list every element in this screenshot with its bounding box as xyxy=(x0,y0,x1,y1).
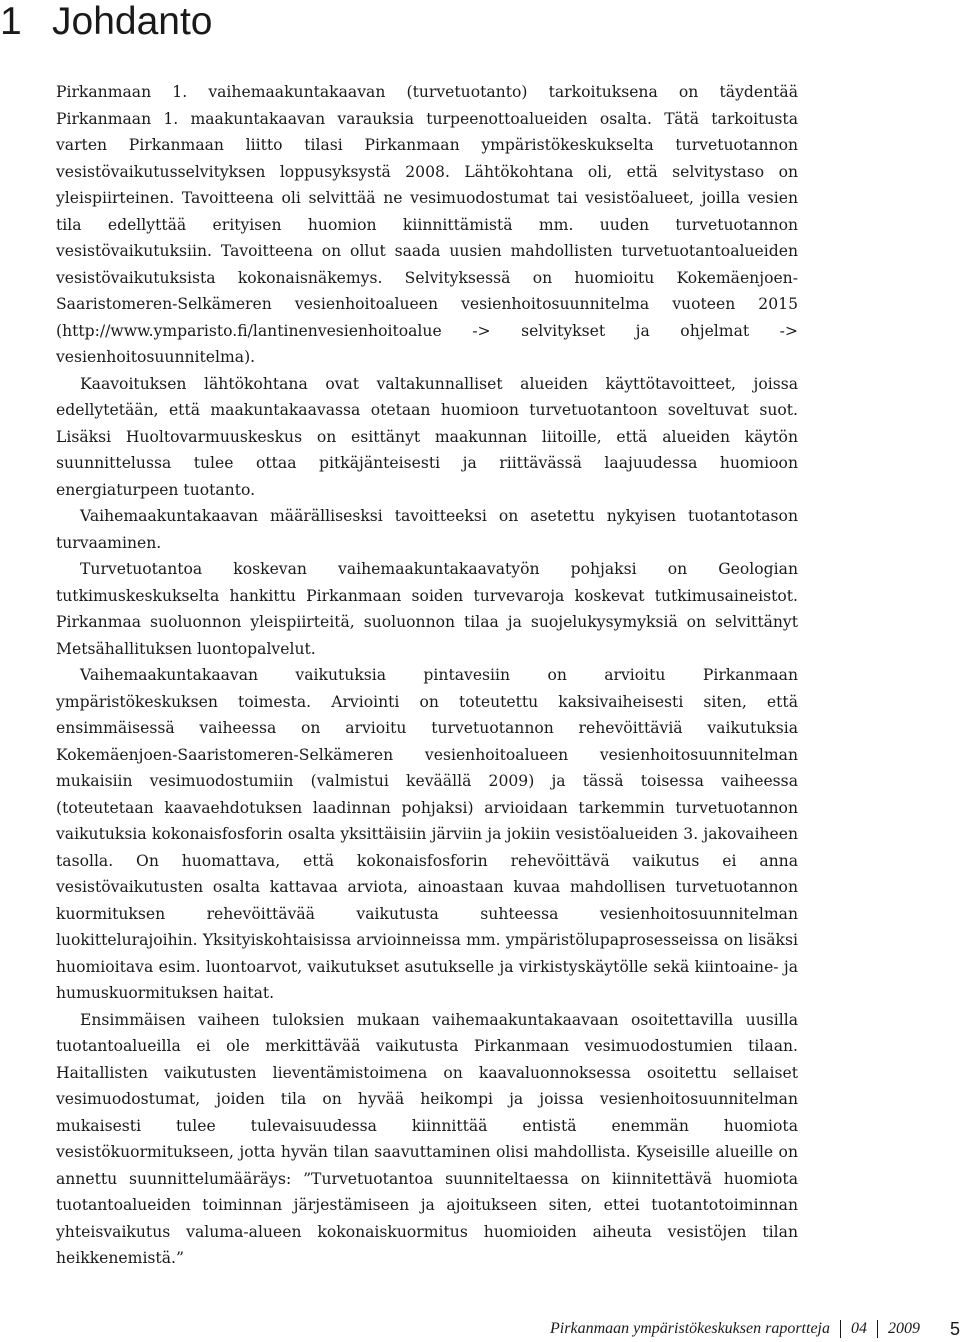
footer-divider xyxy=(840,1320,841,1338)
footer-issue: 04 xyxy=(850,1320,867,1337)
paragraph: Kaavoituksen lähtökohtana ovat valtakunnalliset alueiden käyttötavoitteet, joissa edellytetään, että maakuntakaavassa otetaan huomioon turvetuotantoon soveltuvat suot. Lisäksi Huoltovarmuuskeskus on esittänyt maakunnan liitoille, että alueiden käytön suunnittelussa tulee ottaa pitkäjänteisesti ja riittävässä laajuudessa huomioon energiaturpeen tuotanto. xyxy=(56,374,798,499)
chapter-number: 1 xyxy=(0,0,22,43)
footer-year: 2009 xyxy=(887,1320,920,1337)
paragraph: Pirkanmaan 1. vaihemaakuntakaavan (turvetuotanto) tarkoituksena on täydentää Pirkanmaan 1. maakuntakaavan varauksia turpeenottoalueiden osalta. Tätä tarkoitusta varten Pirkanmaan liitto tilasi Pirkanmaan ympäristökeskukselta turvetuotannon vesistövaikutusselvityksen loppusyksystä 2008. Lähtökohtana oli, että selvitystaso on yleispiirteinen. Tavoitteena oli selvittää ne vesimuodostumat tai vesistöalueet, joilla vesien tila edellyttää erityisen huomion kiinnittämistä mm. uuden turvetuotannon vesistövaikutuksiin. Tavoitteena on ollut saada uusien mahdollisten turvetuotantoalueiden vesistövaikutuksista kokonaisnäkemys. Selvityksessä on huomioitu Kokemäenjoen-Saaristomeren-Selkämeren vesienhoitoalueen vesienhoitosuunnitelma vuoteen 2015 (http://www.ymparisto.fi/lantinenvesienhoitoalue -> selvitykset ja ohjelmat -> vesienhoitosuunnitelma). xyxy=(56,83,798,366)
paragraph: Ensimmäisen vaiheen tuloksien mukaan vaihemaakuntakaavaan osoitettavilla uusilla tuotantoalueilla ei ole merkittävää vaikutusta Pirkanmaan vesimuodostumien tilaan. Haitallisten vaikutusten lieventämistoimena on kaavaluonnoksessa osoitettu sellaiset vesimuodostumat, joiden tila on hyvää heikompi ja joissa vesienhoitosuunnitelman mukaisesti tulee tulevaisuudessa kiinnittää entistä enemmän huomiota vesistökuormitukseen, jotta hyvän tilan saavuttaminen olisi mahdollista. Kyseisille alueille on annettu suunnittelumääräys: ”Turvetuotantoa suunniteltaessa on kiinnitettävä huomiota tuotantoalueiden toiminnan järjestämiseen ja ajoitukseen siten, ettei tuotantotoiminnan yhteisvaikutus valuma-alueen kokonaiskuormitus huomioiden aiheuta vesistöjen tilan heikkenemistä.” xyxy=(56,1010,798,1267)
body-text xyxy=(56,79,798,1272)
paragraph: Vaihemaakuntakaavan määrällisesksi tavoitteeksi on asetettu nykyisen tuotantotason turvaaminen. xyxy=(56,507,798,552)
footer-publication: Pirkanmaan ympäristökeskuksen raportteja xyxy=(550,1320,830,1337)
chapter-heading xyxy=(0,0,212,44)
footer-divider xyxy=(877,1320,878,1338)
page-number: 5 xyxy=(949,1318,960,1339)
page-footer xyxy=(550,1316,960,1342)
paragraph: Turvetuotantoa koskevan vaihemaakuntakaavatyön pohjaksi on Geologian tutkimuskeskukselta hankittu Pirkanmaan soiden turvevaroja koskevat tutkimusaineistot. Pirkanmaa suoluonnon yleispiirteitä, suoluonnon tilaa ja suojelukysymyksiä on selvittänyt Metsähallituksen luontopalvelut. xyxy=(56,560,798,658)
chapter-title: Johdanto xyxy=(52,0,213,43)
paragraph: Vaihemaakuntakaavan vaikutuksia pintavesiin on arvioitu Pirkanmaan ympäristökeskuksen toimesta. Arviointi on toteutettu kaksivaiheisesti siten, että ensimmäisessä vaiheessa on arvioitu turvetuotannon rehevöittäviä vaikutuksia Kokemäenjoen-Saaristomeren-Selkämeren vesienhoitoalueen vesienhoitosuunnitelman mukaisiin vesimuodostumiin (valmistui keväällä 2009) ja tässä toisessa vaiheessa (toteutetaan kaavaehdotuksen laadinnan pohjaksi) arvioidaan tarkemmin turvetuotannon vaikutuksia kokonaisfosforin osalta yksittäisiin järviin ja jokiin vesistöalueiden 3. jakovaiheen tasolla. On huomattava, että kokonaisfosforin rehevöittävä vaikutus ei anna vesistövaikutusten osalta kattavaa arviota, ainoastaan kuvaa mahdollisen turvetuotannon kuormituksen rehevöittävää vaikutusta suhteessa vesienhoitosuunnitelman luokittelurajoihin. Yksityiskohtaisissa arvioinneissa mm. ympäristölupaprosesseissa on lisäksi huomioitava esim. luontoarvot, vaikutukset asutukselle ja virkistyskäytölle sekä kiintoaine- ja humuskuormituksen haitat. xyxy=(56,666,798,1002)
